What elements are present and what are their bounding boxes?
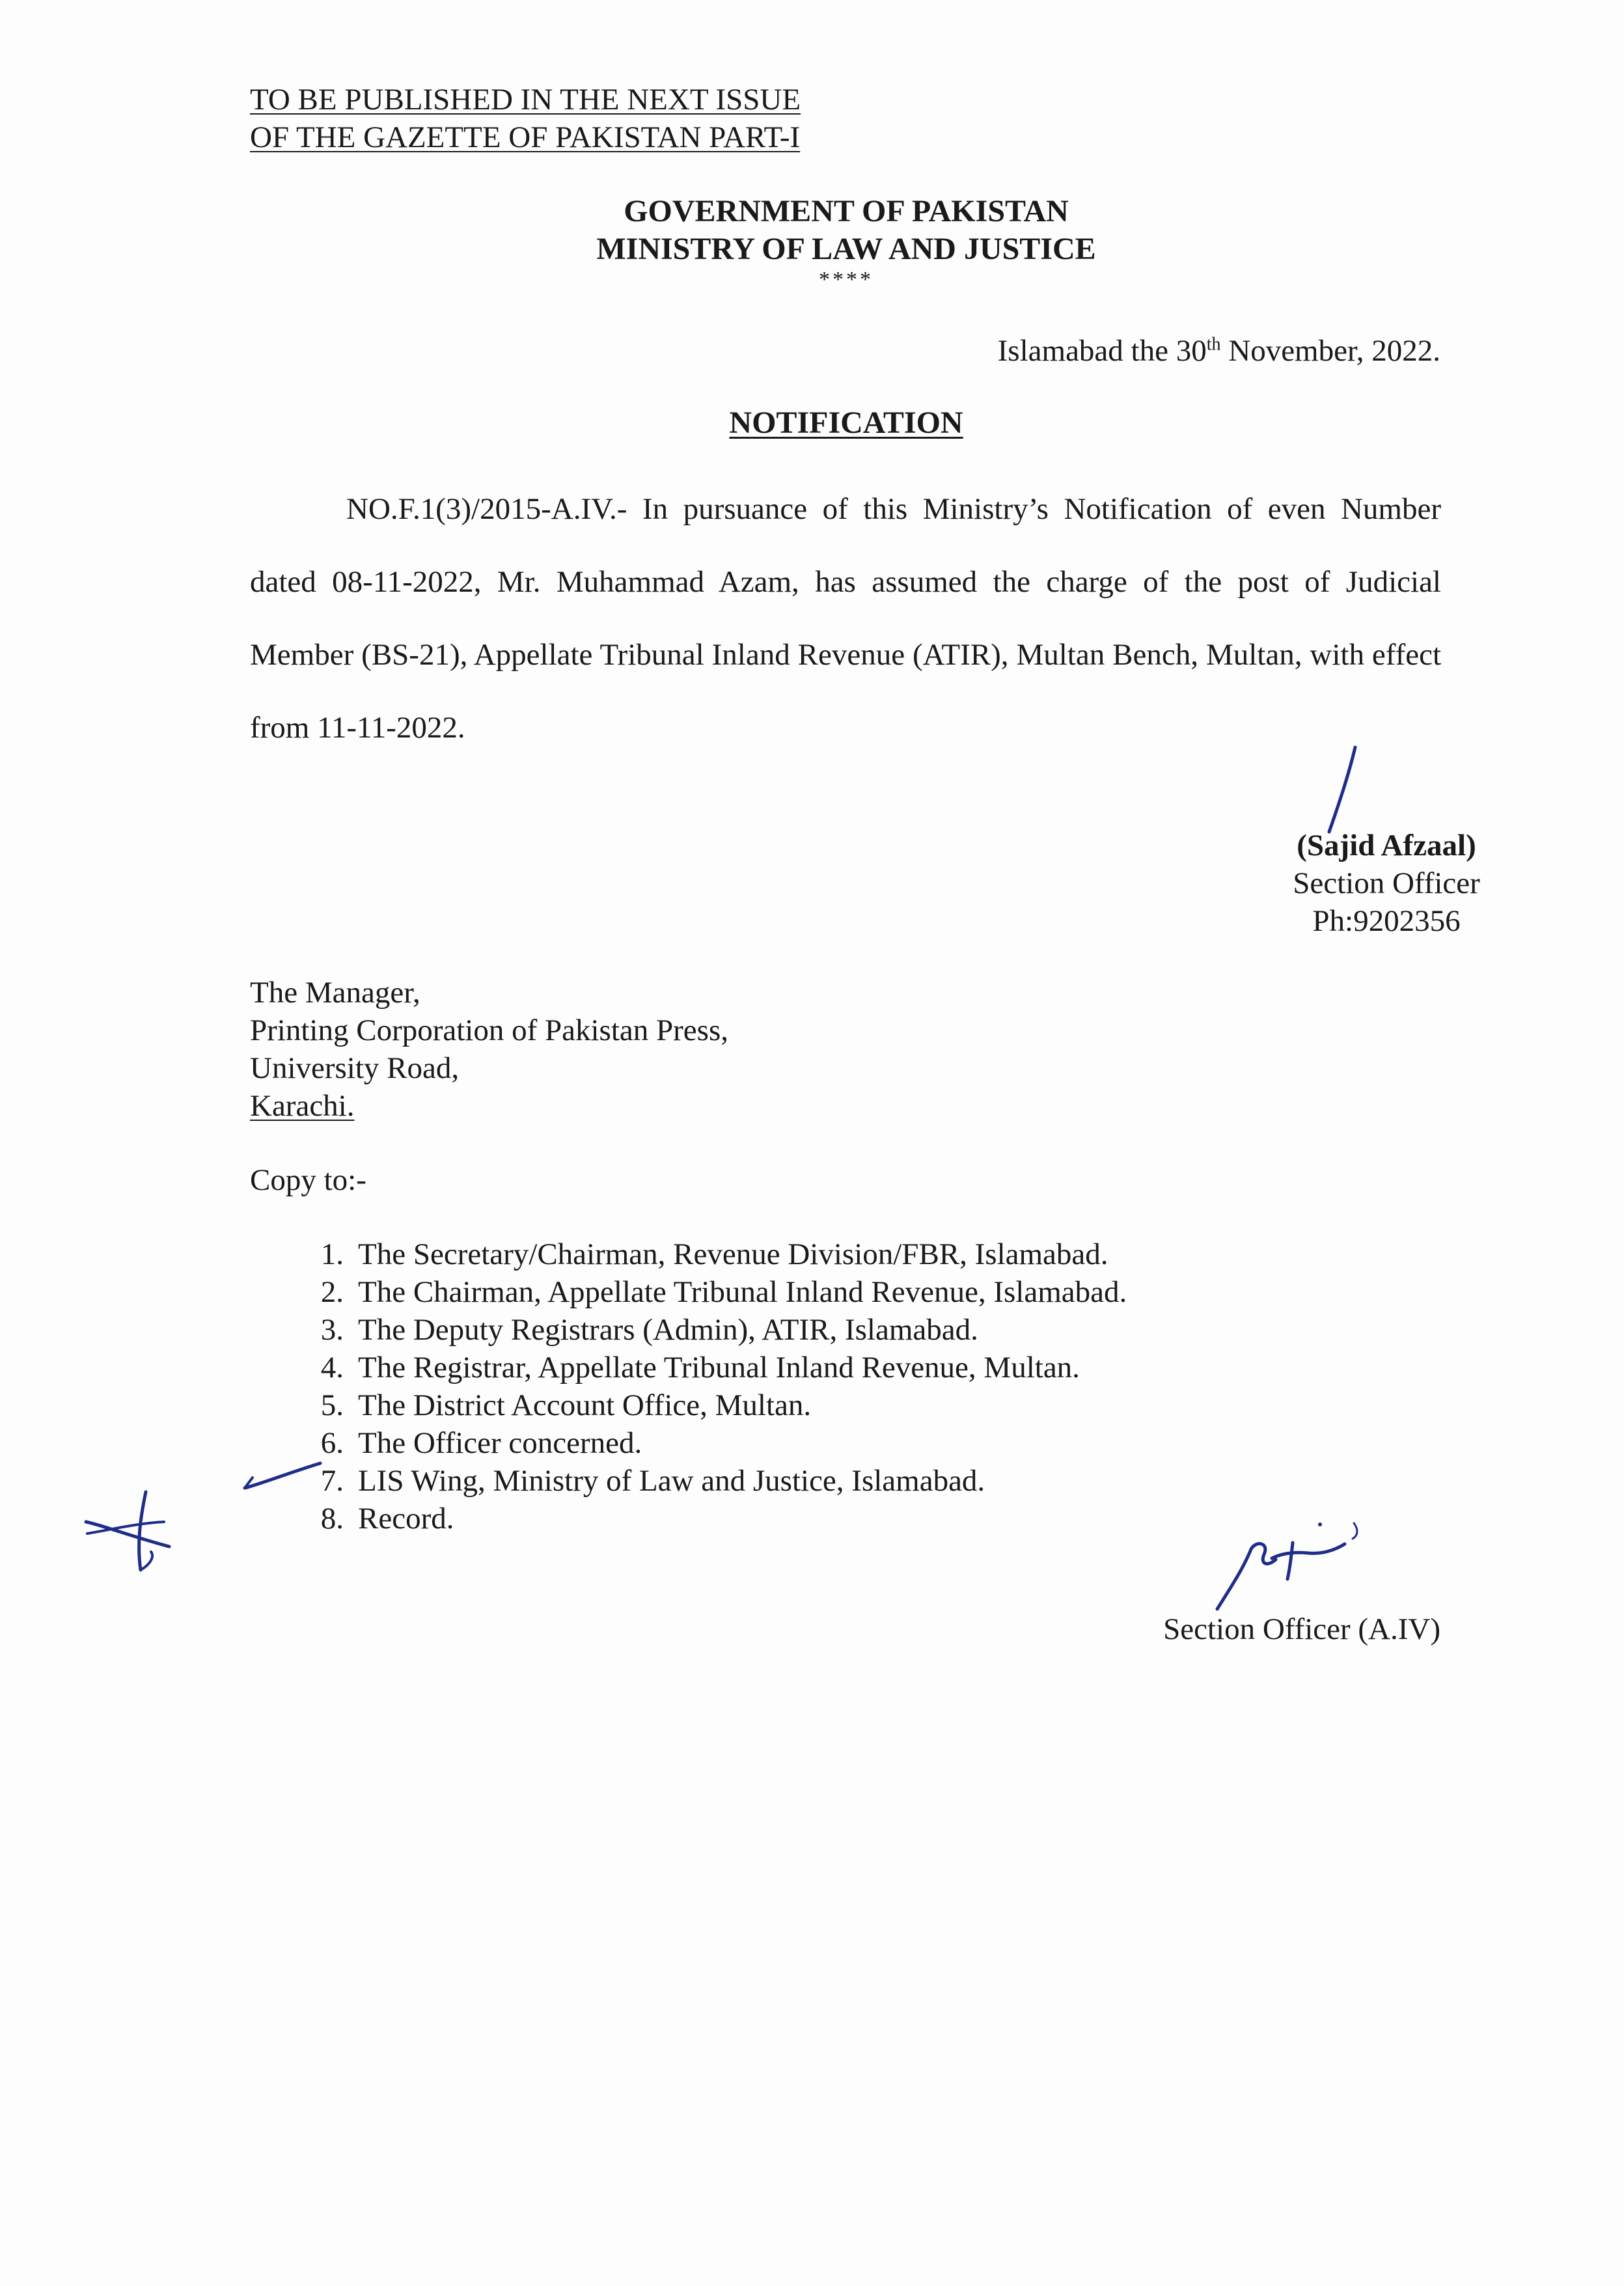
list-item [286, 1500, 1127, 1537]
addressee-line-4: Karachi. [250, 1089, 355, 1123]
item-number: 3. [320, 1313, 344, 1347]
copy-to-list [286, 1235, 1127, 1537]
addressee-line-2: Printing Corporation of Pakistan Press, [250, 1013, 728, 1047]
ministry-title: MINISTRY OF LAW AND JUSTICE [596, 232, 1096, 266]
item-number: 5. [320, 1388, 344, 1422]
issue-date [998, 333, 1440, 368]
addressee-line-1: The Manager, [250, 976, 420, 1010]
list-item [286, 1424, 1127, 1462]
signatory-name: (Sajid Afzaal) [1297, 829, 1476, 862]
addressee-line-3: University Road, [250, 1051, 460, 1085]
item-text: The Secretary/Chairman, Revenue Division/FBR, Islamabad. [358, 1237, 1108, 1271]
signature-mark [1315, 742, 1367, 840]
signatory-phone: Ph:9202356 [1312, 904, 1461, 938]
letterhead [0, 193, 1624, 292]
signatory-designation: Section Officer [1293, 866, 1480, 900]
item-number: 4. [320, 1351, 344, 1384]
section-officer-title: Section Officer (A.IV) [1163, 1612, 1440, 1646]
notification-body: NO.F.1(3)/2015-A.IV.- In pursuance of this Ministry’s Notification of even Number dated 08-11-2022, Mr. Muhammad Azam, has assumed the charge of the post of Judicial Member (BS-21), Appellate Tribunal Inland Revenue (ATIR), Multan Bench, Multan, with effect from 11-11-2022. [250, 492, 1441, 745]
initials-signature [1204, 1517, 1373, 1614]
item-number: 6. [320, 1426, 344, 1460]
item-number: 8. [320, 1502, 344, 1535]
date-superscript: th [1206, 334, 1221, 355]
gazette-line-1: TO BE PUBLISHED IN THE NEXT ISSUE [250, 83, 801, 117]
date-suffix: November, 2022. [1220, 334, 1440, 368]
addressee-block [250, 974, 728, 1125]
item-text: The Officer concerned. [358, 1426, 642, 1460]
notification-title: NOTIFICATION [729, 406, 963, 440]
list-item [286, 1386, 1127, 1424]
item-text: The District Account Office, Multan. [358, 1388, 812, 1422]
item-text: LIS Wing, Ministry of Law and Justice, Islamabad. [358, 1464, 985, 1498]
item-text: Record. [358, 1502, 454, 1535]
item-number: 7. [320, 1464, 344, 1498]
separator-stars: **** [819, 268, 874, 292]
margin-cross-annotation [78, 1484, 182, 1575]
gazette-line-2: OF THE GAZETTE OF PAKISTAN PART-I [250, 120, 801, 154]
item-number: 2. [320, 1275, 344, 1309]
list-item [286, 1311, 1127, 1349]
list-item [286, 1235, 1127, 1273]
list-item [286, 1273, 1127, 1311]
list-item [286, 1462, 1127, 1500]
item-text: The Registrar, Appellate Tribunal Inland Revenue, Multan. [358, 1351, 1080, 1384]
list-item [286, 1349, 1127, 1386]
government-title: GOVERNMENT OF PAKISTAN [624, 194, 1069, 228]
signatory-block [1185, 827, 1588, 940]
gazette-notice [250, 81, 801, 156]
copy-to-label: Copy to:- [250, 1163, 366, 1197]
date-prefix: Islamabad the 30 [997, 334, 1207, 368]
item-text: The Chairman, Appellate Tribunal Inland Revenue, Islamabad. [358, 1275, 1127, 1309]
checkmark-annotation [241, 1458, 325, 1497]
item-number: 1. [320, 1237, 344, 1271]
item-text: The Deputy Registrars (Admin), ATIR, Islamabad. [358, 1313, 978, 1347]
